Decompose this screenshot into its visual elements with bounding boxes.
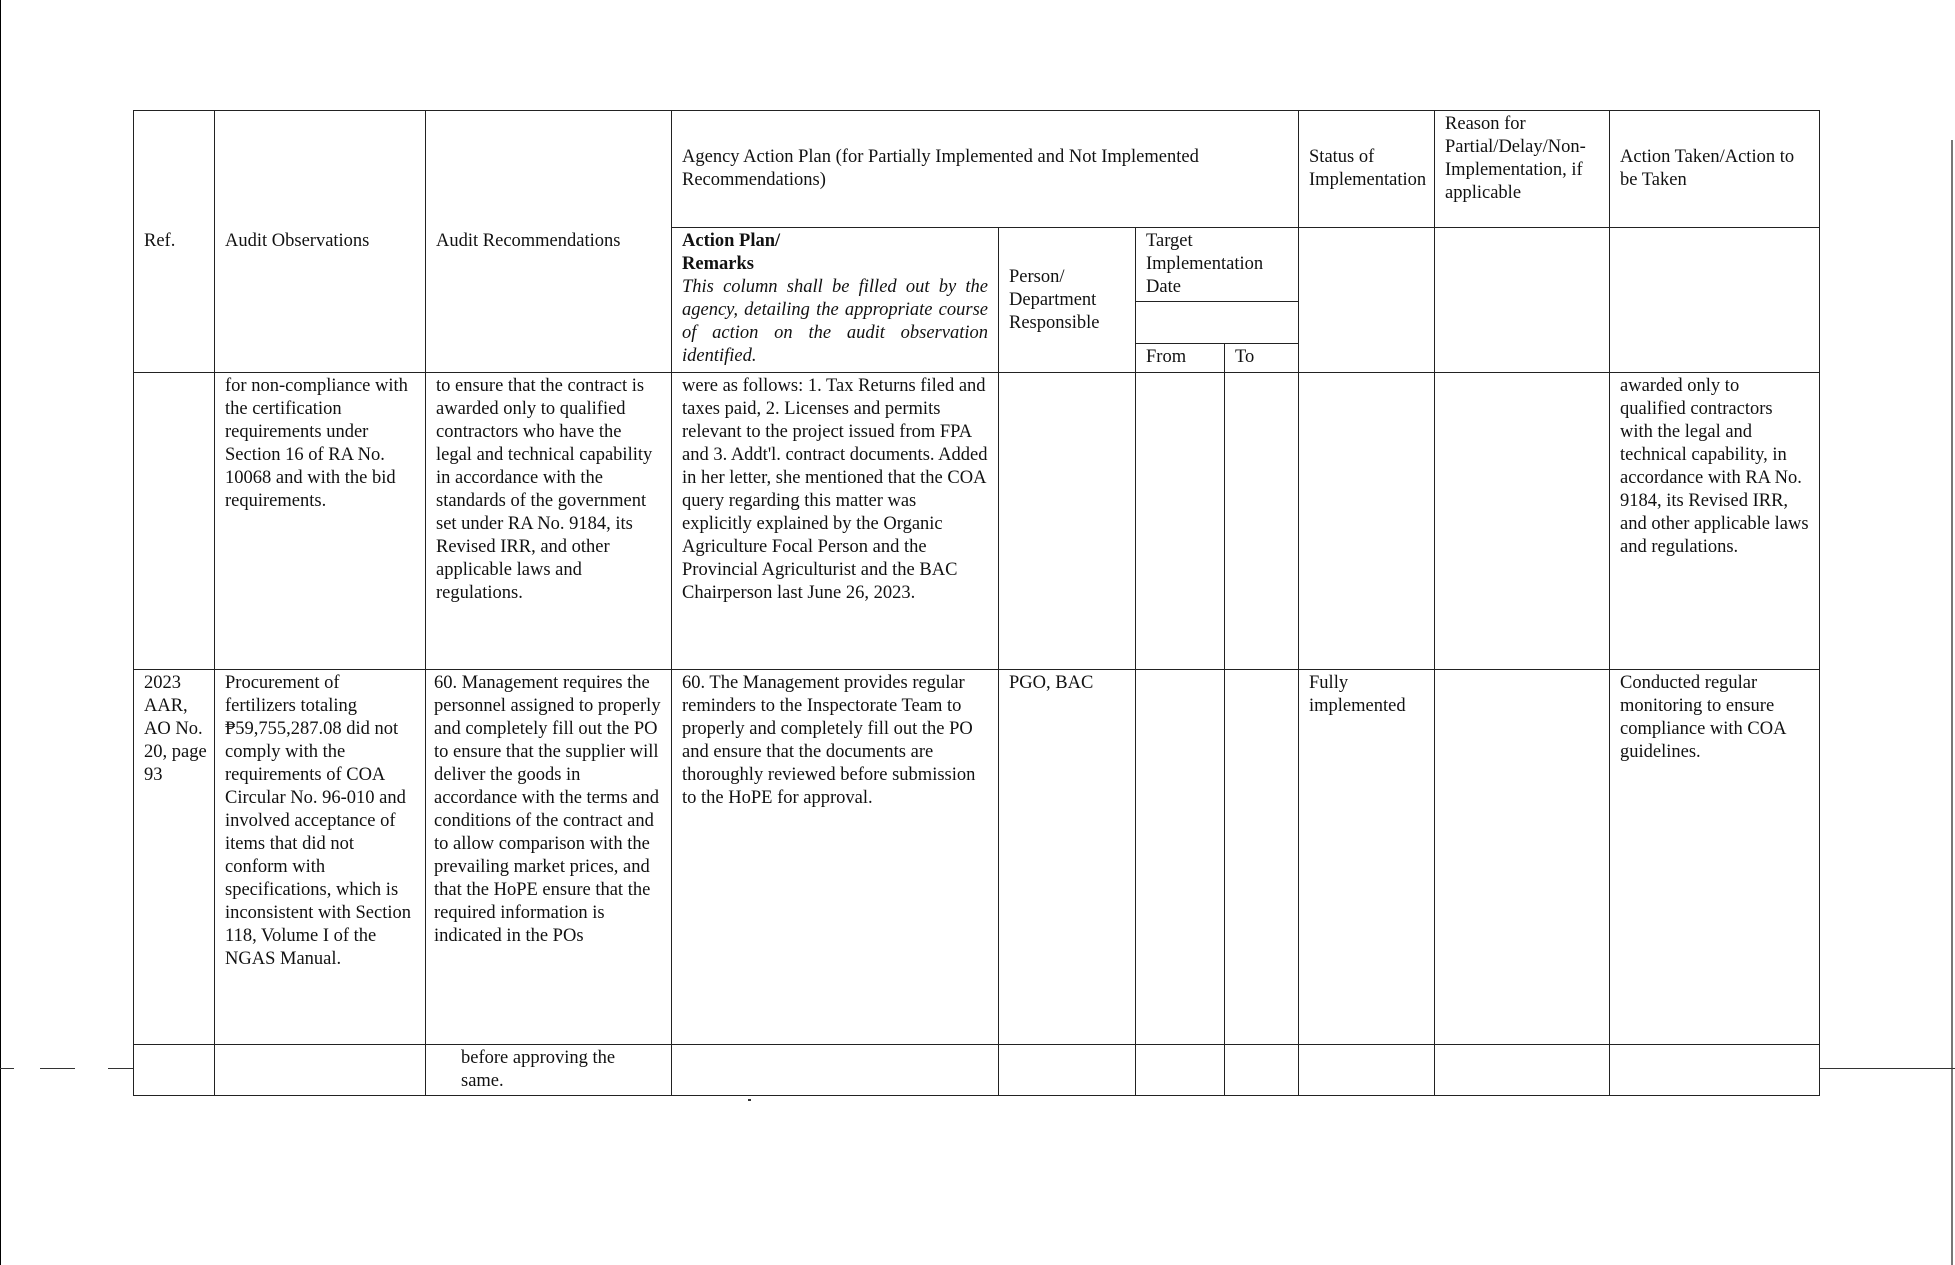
reason-cell — [1435, 670, 1610, 1045]
person-cell — [999, 1045, 1136, 1096]
recommendation-cell: 60. Management requires the personnel assigned to properly and completely fill out the PO to ensure that the supplier will deliver the goods in accordance with the terms and conditions of the contract and to allow comparison with the prevailing market prices, and that the HoPE ensure that the required information is indicated in the POs — [426, 670, 672, 1045]
scan-artifact-line — [1819, 1068, 1955, 1069]
header-row-top — [134, 111, 1820, 228]
action-taken-header-spacer — [1610, 228, 1820, 373]
status-header: Status of Implementation — [1299, 111, 1435, 228]
ref-cell: 2023 AAR, AO No. 20, page 93 — [134, 670, 215, 1045]
action-taken-cell: Conducted regular monitoring to ensure compliance with COA guidelines. — [1610, 670, 1820, 1045]
ref-header: Ref. — [134, 111, 215, 373]
action-plan-title: Action Plan/ — [682, 231, 781, 251]
reason-header: Reason for Partial/Delay/Non-Implementation, if applicable — [1435, 111, 1610, 228]
target-date-label: Target Implementation Date — [1136, 230, 1298, 302]
from-header: From — [1136, 344, 1225, 373]
action-taken-cell — [1610, 1045, 1820, 1096]
ref-cell — [134, 373, 215, 670]
from-cell — [1136, 373, 1225, 670]
action-taken-cell: awarded only to qualified contractors with the legal and technical capability, in accordance with RA No. 9184, its Revised IRR, and other applicable laws and regulations. — [1610, 373, 1820, 670]
page-right-edge — [1951, 140, 1953, 1265]
target-date-header — [1136, 228, 1299, 344]
recommendation-cell: before approving the same. — [426, 1045, 672, 1096]
action-plan-cell: 60. The Management provides regular reminders to the Inspectorate Team to properly and completely fill out the PO and ensure that the documents are thoroughly reviewed before submission to the HoPE for approval. — [672, 670, 999, 1045]
scan-artifact-line — [40, 1068, 75, 1069]
status-cell — [1299, 1045, 1435, 1096]
observation-cell — [215, 1045, 426, 1096]
action-taken-header: Action Taken/Action to be Taken — [1610, 111, 1820, 228]
agency-action-plan-header: Agency Action Plan (for Partially Implemented and Not Implemented Recommendations) — [672, 111, 1299, 228]
reason-cell — [1435, 1045, 1610, 1096]
ref-cell — [134, 1045, 215, 1096]
to-header: To — [1225, 344, 1299, 373]
to-cell — [1225, 373, 1299, 670]
table-row — [134, 670, 1820, 1045]
action-plan-cell — [672, 1045, 999, 1096]
to-cell — [1225, 670, 1299, 1045]
status-cell — [1299, 373, 1435, 670]
status-cell: Fully implemented — [1299, 670, 1435, 1045]
remarks-title: Remarks — [682, 254, 754, 274]
scan-artifact-dot — [748, 1099, 751, 1101]
action-plan-header — [672, 228, 999, 373]
person-cell — [999, 373, 1136, 670]
scan-artifact-line — [0, 1068, 14, 1069]
person-responsible-header: Person/ Department Responsible — [999, 228, 1136, 373]
reason-header-spacer — [1435, 228, 1610, 373]
person-cell: PGO, BAC — [999, 670, 1136, 1045]
recommendation-cell: to ensure that the contract is awarded only to qualified contractors who have the legal and technical capability in accordance with the standards of the government set under RA No. 9184, its Revised IRR, and other applicable laws and regulations. — [426, 373, 672, 670]
audit-observations-header: Audit Observations — [215, 111, 426, 373]
action-plan-note: This column shall be filled out by the agency, detailing the appropriate course of action on the audit observation identified. — [682, 277, 988, 366]
scan-artifact-line — [108, 1068, 134, 1069]
reason-cell — [1435, 373, 1610, 670]
from-cell — [1136, 1045, 1225, 1096]
table-row — [134, 373, 1820, 670]
table-row — [134, 1045, 1820, 1096]
action-plan-cell: were as follows: 1. Tax Returns filed and taxes paid, 2. Licenses and permits relevant to the project issued from FPA and 3. Addt'l. contract documents. Added in her letter, she mentioned that the COA query regarding this matter was explicitly explained by the Organic Agriculture Focal Person and the Provincial Agriculturist and the BAC Chairperson last June 26, 2023. — [672, 373, 999, 670]
to-cell — [1225, 1045, 1299, 1096]
audit-action-plan-table — [133, 110, 1820, 1096]
status-header-spacer — [1299, 228, 1435, 373]
observation-cell: for non-compliance with the certification requirements under Section 16 of RA No. 10068 and with the bid requirements. — [215, 373, 426, 670]
from-cell — [1136, 670, 1225, 1045]
page-left-edge — [0, 0, 1, 1265]
observation-cell: Procurement of fertilizers totaling ₱59,755,287.08 did not comply with the requirements of COA Circular No. 96-010 and involved acceptance of items that did not conform with specifications, which is inconsistent with Section 118, Volume I of the NGAS Manual. — [215, 670, 426, 1045]
audit-recommendations-header: Audit Recommendations — [426, 111, 672, 373]
